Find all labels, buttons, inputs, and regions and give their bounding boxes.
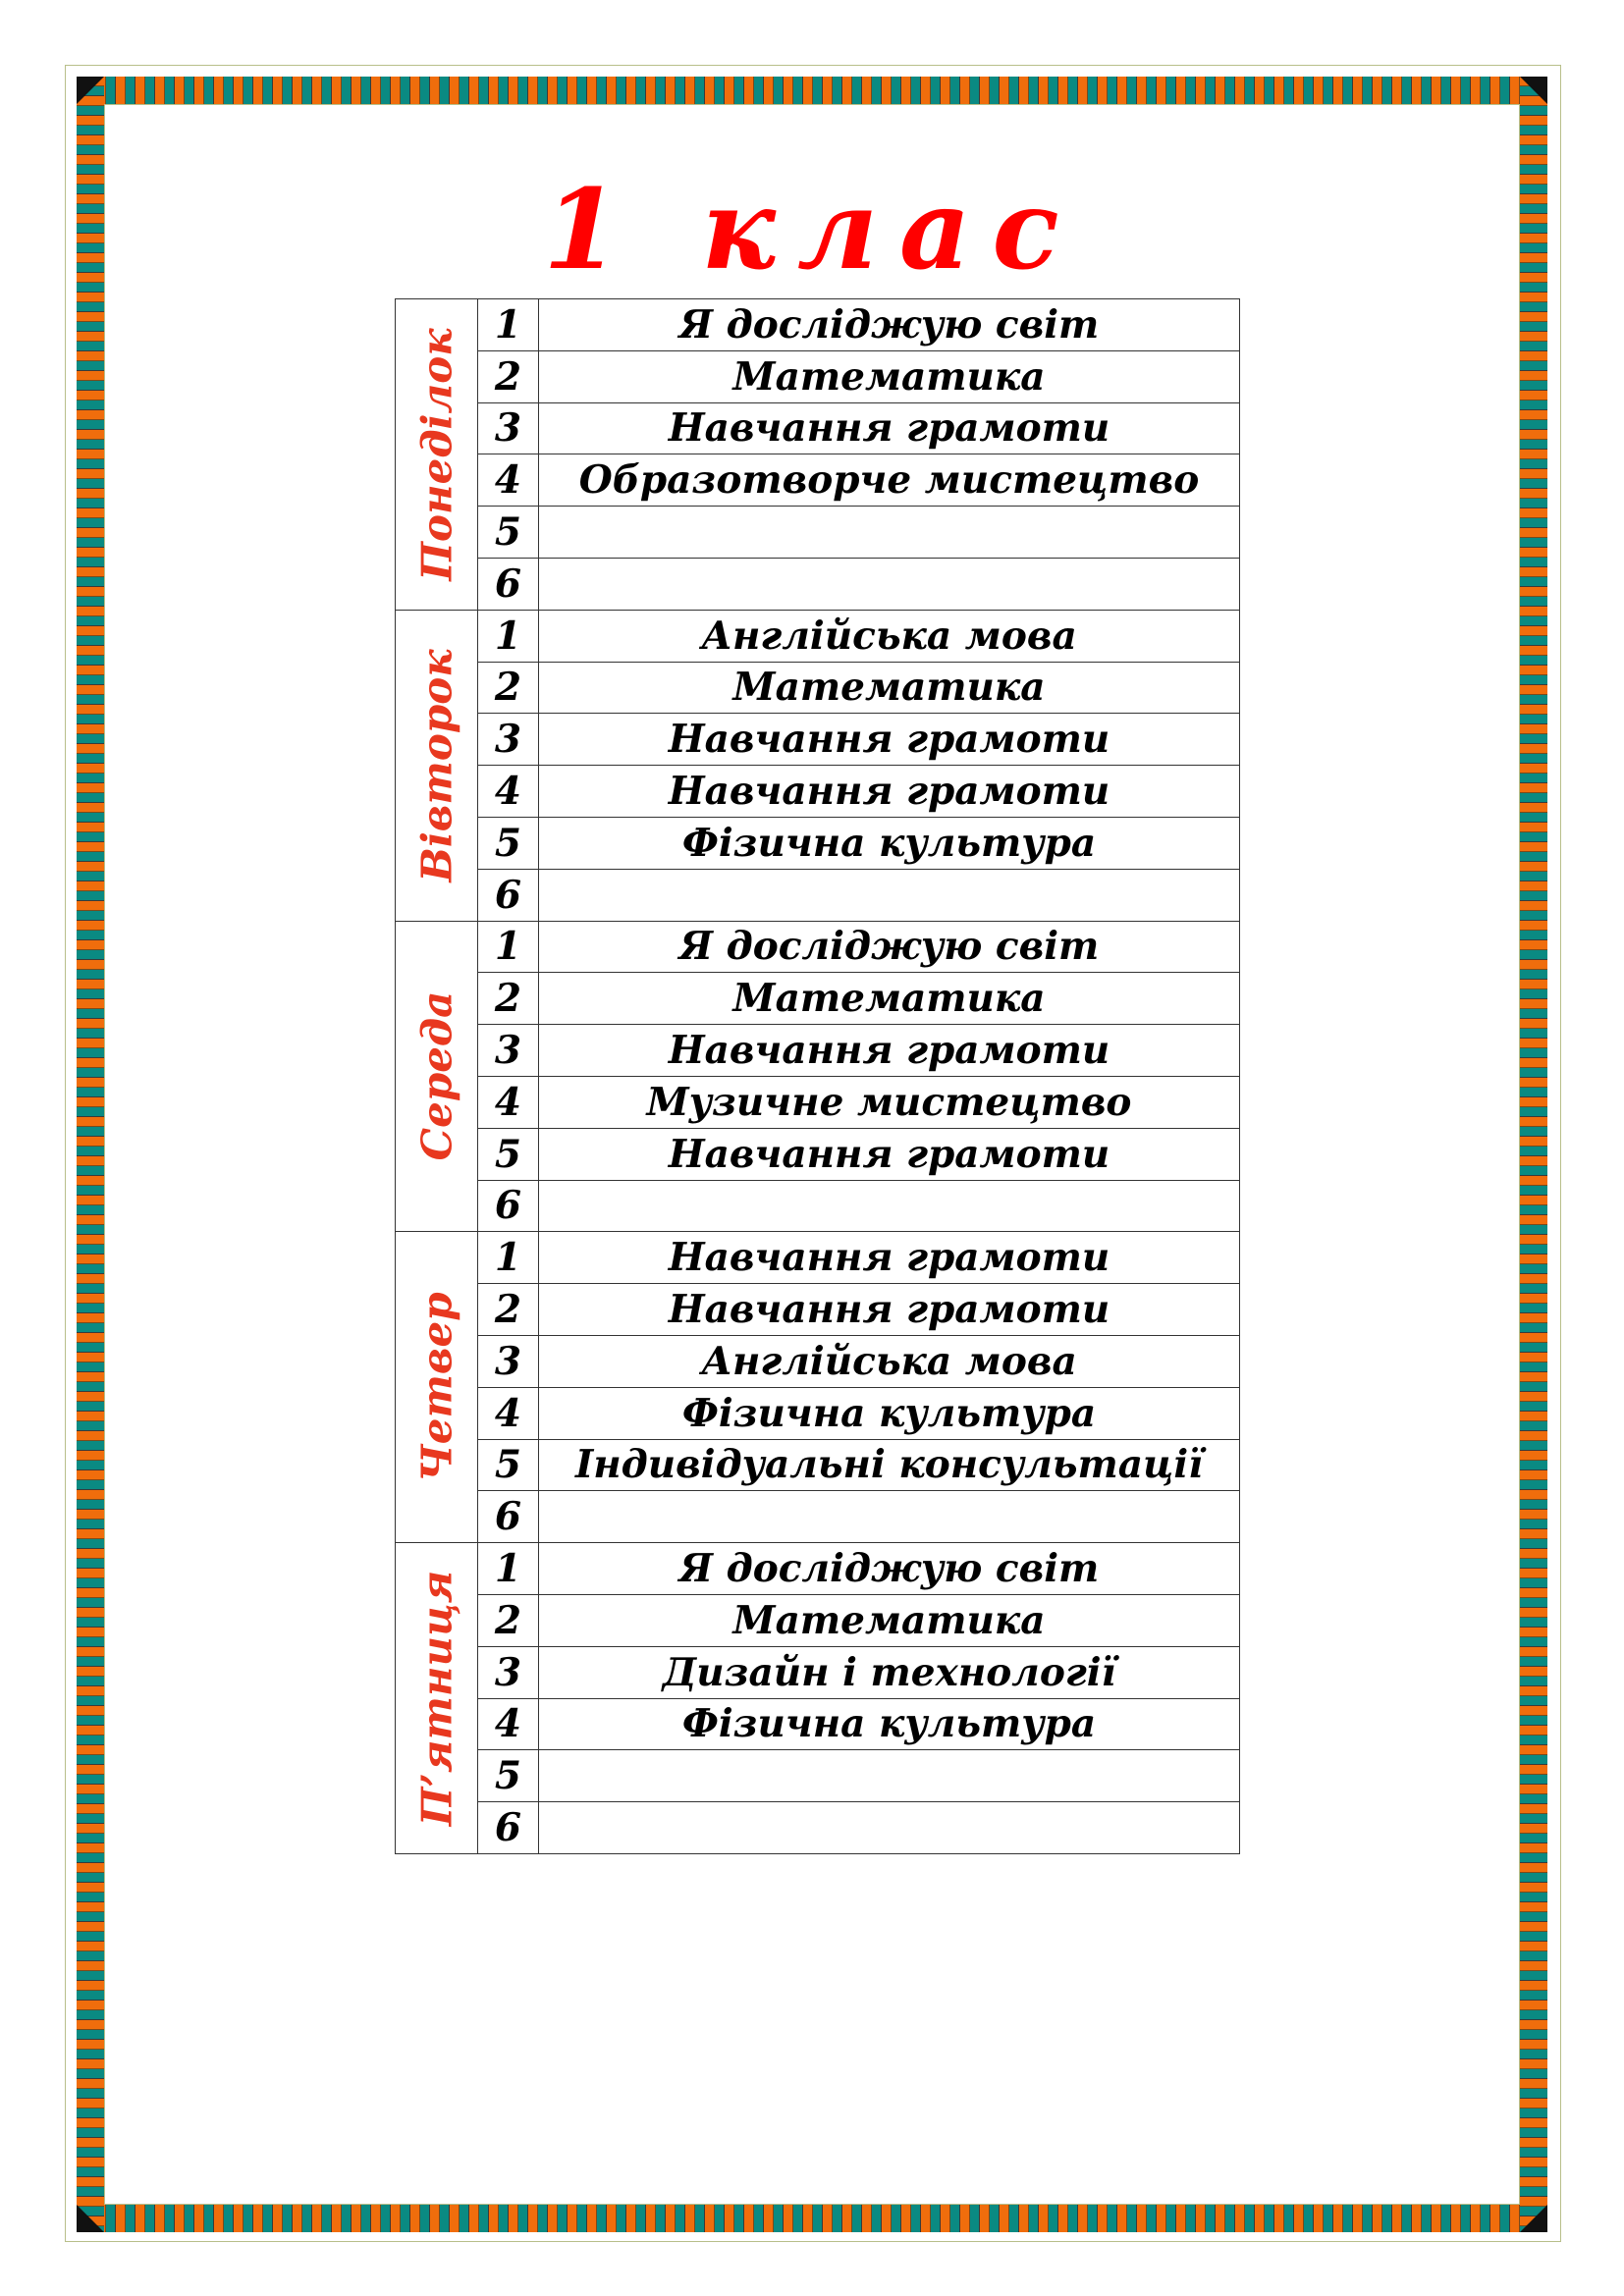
lesson-subject: Фізична культура [539,1698,1240,1750]
lesson-number: 4 [478,1387,539,1439]
table-row [396,1439,1240,1491]
lesson-number: 1 [478,299,539,351]
lesson-number: 5 [478,817,539,869]
lesson-subject: Математика [539,350,1240,402]
lesson-number: 6 [478,869,539,921]
table-row [396,558,1240,610]
decorative-border-left [77,77,104,2232]
lesson-number: 3 [478,1646,539,1698]
lesson-subject: Дизайн і технології [539,1646,1240,1698]
table-row [396,1284,1240,1336]
lesson-number: 1 [478,610,539,662]
lesson-number: 6 [478,1802,539,1854]
lesson-number: 6 [478,1491,539,1543]
lesson-number: 1 [478,1232,539,1284]
page-title: 1 клас [543,166,1081,294]
table-row [396,714,1240,766]
lesson-subject [539,507,1240,559]
table-row [396,1543,1240,1595]
lesson-number: 3 [478,1335,539,1387]
lesson-number: 1 [478,921,539,973]
lesson-number: 2 [478,350,539,402]
lesson-number: 3 [478,402,539,454]
lesson-number: 4 [478,1076,539,1128]
lesson-subject: Навчання грамоти [539,1025,1240,1077]
decorative-border-top [77,77,1547,104]
table-row [396,454,1240,507]
lesson-subject: Англійська мова [539,1335,1240,1387]
schedule-table [395,298,1240,1854]
table-row [396,1750,1240,1802]
table-row [396,973,1240,1025]
day-label: Середа [412,991,460,1161]
lesson-subject [539,1491,1240,1543]
lesson-number: 5 [478,1128,539,1180]
table-row [396,766,1240,818]
table-row [396,1076,1240,1128]
lesson-subject: Образотворче мистецтво [539,454,1240,507]
lesson-subject: Фізична культура [539,817,1240,869]
day-label: Вівторок [412,649,460,882]
table-row [396,1180,1240,1232]
lesson-subject: Навчання грамоти [539,402,1240,454]
lesson-subject: Англійська мова [539,610,1240,662]
lesson-subject: Я досліджую світ [539,921,1240,973]
table-row [396,1128,1240,1180]
table-row [396,1335,1240,1387]
lesson-subject: Навчання грамоти [539,766,1240,818]
table-row [396,817,1240,869]
lesson-subject: Я досліджую світ [539,1543,1240,1595]
table-row [396,921,1240,973]
lesson-number: 3 [478,714,539,766]
table-row [396,507,1240,559]
lesson-subject: Математика [539,1594,1240,1646]
table-row [396,1594,1240,1646]
lesson-subject: Математика [539,973,1240,1025]
lesson-subject: Математика [539,662,1240,714]
day-label-cell [396,921,478,1232]
day-label-cell [396,299,478,611]
table-row [396,402,1240,454]
table-row [396,869,1240,921]
table-row [396,1646,1240,1698]
table-row [396,662,1240,714]
day-label: П’ятниця [412,1570,460,1827]
table-row [396,299,1240,351]
table-row [396,1232,1240,1284]
day-label-cell [396,610,478,921]
table-row [396,1025,1240,1077]
lesson-subject: Навчання грамоти [539,1284,1240,1336]
lesson-number: 2 [478,1594,539,1646]
lesson-number: 2 [478,1284,539,1336]
lesson-subject [539,869,1240,921]
lesson-subject [539,558,1240,610]
lesson-number: 4 [478,1698,539,1750]
lesson-subject: Навчання грамоти [539,714,1240,766]
lesson-subject [539,1750,1240,1802]
lesson-number: 4 [478,454,539,507]
table-row [396,610,1240,662]
lesson-subject: Навчання грамоти [539,1128,1240,1180]
day-label-cell [396,1543,478,1854]
decorative-border-right [1520,77,1547,2232]
lesson-subject: Музичне мистецтво [539,1076,1240,1128]
lesson-number: 4 [478,766,539,818]
lesson-number: 2 [478,662,539,714]
table-row [396,1802,1240,1854]
schedule-body [396,299,1240,1854]
decorative-border-bottom [77,2205,1547,2232]
table-row [396,1387,1240,1439]
lesson-number: 6 [478,1180,539,1232]
day-label-cell [396,1232,478,1543]
lesson-subject: Навчання грамоти [539,1232,1240,1284]
table-row [396,1491,1240,1543]
lesson-subject: Фізична культура [539,1387,1240,1439]
table-row [396,1698,1240,1750]
lesson-number: 6 [478,558,539,610]
day-label: Понеділок [412,328,460,581]
lesson-subject: Я досліджую світ [539,299,1240,351]
lesson-number: 5 [478,1750,539,1802]
table-row [396,350,1240,402]
lesson-subject: Індивідуальні консультації [539,1439,1240,1491]
lesson-number: 3 [478,1025,539,1077]
day-label: Четвер [412,1292,460,1482]
lesson-number: 5 [478,1439,539,1491]
lesson-subject [539,1802,1240,1854]
lesson-number: 1 [478,1543,539,1595]
lesson-number: 2 [478,973,539,1025]
lesson-subject [539,1180,1240,1232]
lesson-number: 5 [478,507,539,559]
